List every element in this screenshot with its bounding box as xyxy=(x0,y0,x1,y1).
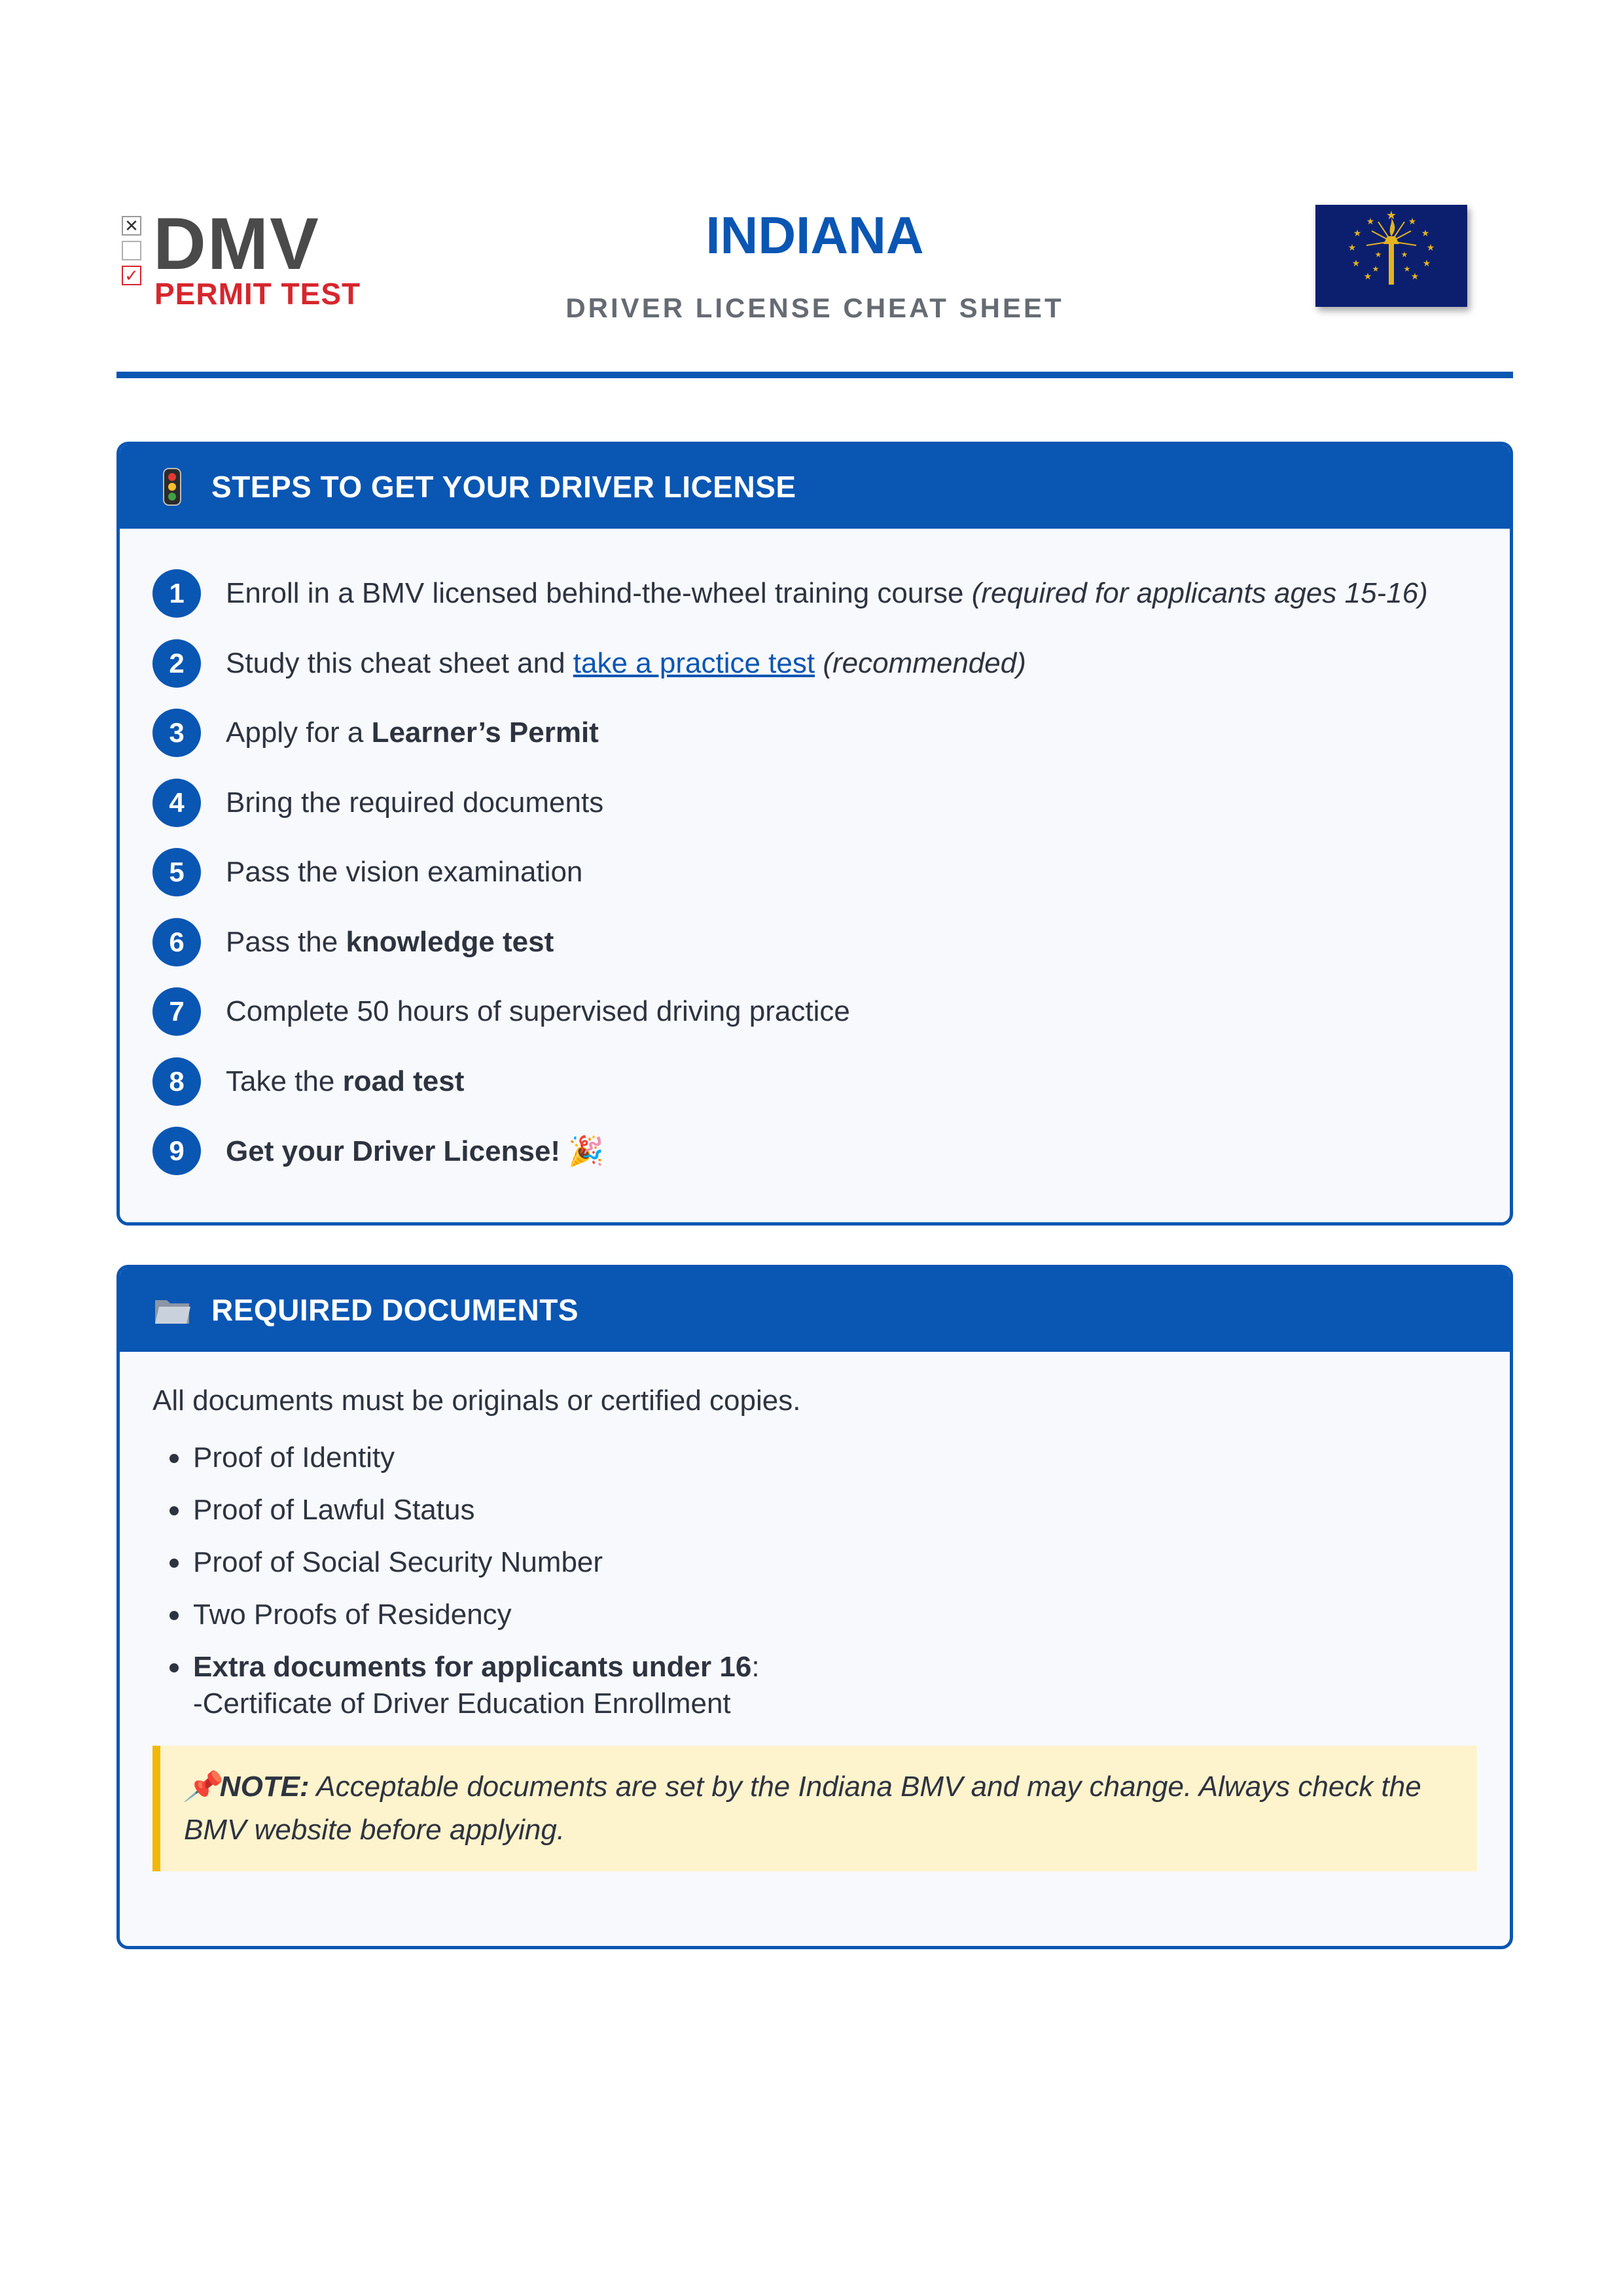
page-subtitle: DRIVER LICENSE CHEAT SHEET xyxy=(565,292,1064,323)
extra-documents-detail: -Certificate of Driver Education Enrollment xyxy=(193,1687,731,1720)
svg-text:★: ★ xyxy=(1372,264,1380,274)
step-text: Get your Driver License! 🎉 xyxy=(226,1135,605,1168)
step-5 xyxy=(152,838,1510,908)
svg-text:★: ★ xyxy=(1366,216,1375,226)
note-label: NOTE: xyxy=(219,1771,310,1803)
step-1 xyxy=(152,559,1510,629)
svg-text:★: ★ xyxy=(1408,216,1417,226)
step-text: Bring the required documents xyxy=(226,786,604,819)
step-9 xyxy=(152,1116,1510,1186)
documents-card xyxy=(116,1265,1513,1949)
header xyxy=(116,0,1513,380)
step-text: Study this cheat sheet and take a practice test (recommended) xyxy=(226,646,1026,679)
svg-text:★: ★ xyxy=(1353,228,1362,238)
svg-text:★: ★ xyxy=(1400,250,1408,259)
svg-text:★: ★ xyxy=(1426,242,1435,253)
svg-text:★: ★ xyxy=(1351,258,1361,268)
title-block xyxy=(116,203,1513,324)
step-text: Enroll in a BMV licensed behind-the-wheel training course (required for applicants ages 15-16) xyxy=(226,577,1428,610)
pushpin-icon: 📌 xyxy=(184,1771,220,1803)
step-number: 9 xyxy=(152,1127,201,1175)
list-item: Two Proofs of Residency xyxy=(152,1589,1510,1641)
list-item: Proof of Social Security Number xyxy=(152,1536,1510,1589)
svg-text:★: ★ xyxy=(1374,250,1382,259)
documents-list xyxy=(152,1432,1510,1721)
header-divider xyxy=(116,372,1513,378)
steps-list xyxy=(120,529,1510,1186)
list-item: Proof of Identity xyxy=(152,1432,1510,1484)
step-2 xyxy=(152,629,1510,699)
list-item: Proof of Lawful Status xyxy=(152,1484,1510,1536)
step-7 xyxy=(152,977,1510,1047)
step-text: Apply for a Learner’s Permit xyxy=(226,716,599,749)
step-3 xyxy=(152,698,1510,768)
step-text: Pass the vision examination xyxy=(226,856,583,889)
logo-x-box-icon: ✕ xyxy=(122,216,141,236)
svg-text:★: ★ xyxy=(1410,271,1419,281)
step-6 xyxy=(152,908,1510,978)
svg-text:★: ★ xyxy=(1363,271,1372,281)
folder-icon xyxy=(154,1290,190,1330)
cheat-sheet-page xyxy=(116,0,1513,1846)
svg-text:★: ★ xyxy=(1403,264,1411,274)
step-number: 6 xyxy=(152,918,201,966)
steps-card-header xyxy=(120,445,1510,529)
step-number: 4 xyxy=(152,779,201,827)
documents-intro: All documents must be originals or certified copies. xyxy=(152,1385,801,1417)
svg-text:★: ★ xyxy=(1421,228,1430,238)
extra-documents-label: Extra documents for applicants under 16 xyxy=(193,1651,752,1683)
step-text: Take the road test xyxy=(226,1065,465,1097)
step-number: 5 xyxy=(152,848,201,896)
logo-check-box-icon: ✓ xyxy=(122,266,141,285)
step-number: 2 xyxy=(152,639,201,688)
note-callout xyxy=(152,1746,1477,1871)
step-8 xyxy=(152,1047,1510,1117)
steps-card-title: STEPS TO GET YOUR DRIVER LICENSE xyxy=(211,470,796,504)
step-text: Complete 50 hours of supervised driving practice xyxy=(226,995,850,1028)
step-number: 3 xyxy=(152,709,201,757)
page-title: INDIANA xyxy=(705,206,924,264)
indiana-flag-icon xyxy=(1315,205,1467,307)
documents-card-header xyxy=(120,1268,1510,1352)
step-4 xyxy=(152,768,1510,838)
step-text: Pass the knowledge test xyxy=(226,925,554,958)
practice-test-link[interactable]: take a practice test xyxy=(573,646,815,679)
party-popper-icon: 🎉 xyxy=(568,1135,605,1168)
step-number: 1 xyxy=(152,569,201,618)
note-text: Acceptable documents are set by the Indiana BMV and may change. Always check the BMV website before applying. xyxy=(184,1771,1421,1846)
steps-card xyxy=(116,442,1513,1226)
documents-card-title: REQUIRED DOCUMENTS xyxy=(211,1293,579,1327)
step-number: 8 xyxy=(152,1057,201,1106)
step-number: 7 xyxy=(152,987,201,1036)
traffic-light-icon xyxy=(154,467,190,506)
svg-text:★: ★ xyxy=(1347,242,1357,253)
svg-text:★: ★ xyxy=(1385,209,1397,222)
logo-brand: DMV xyxy=(153,203,320,285)
list-item-extra-documents: Extra documents for applicants under 16: -Certificate of Driver Education Enrollment xyxy=(152,1641,1510,1721)
logo-tagline: PERMIT TEST xyxy=(154,277,361,311)
svg-text:★: ★ xyxy=(1422,258,1431,268)
